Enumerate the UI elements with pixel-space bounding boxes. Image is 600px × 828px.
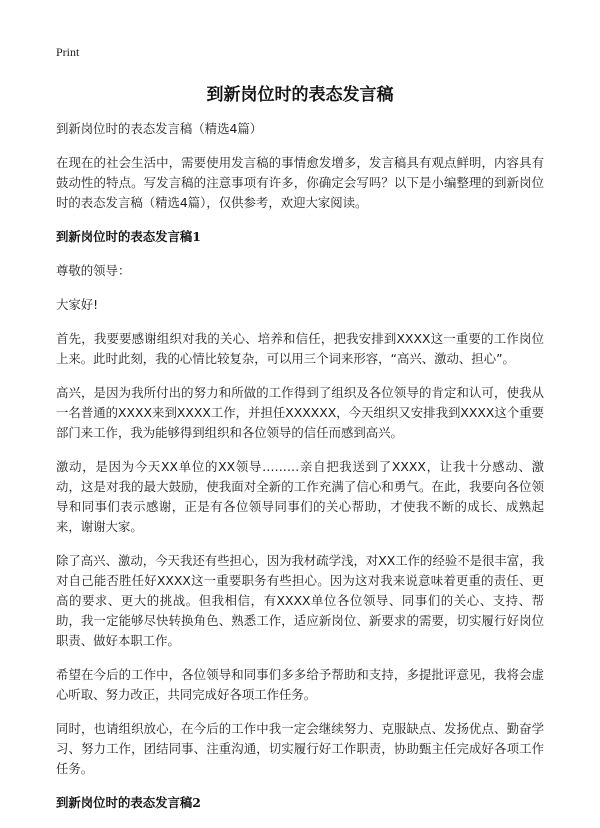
section-heading-1: 到新岗位时的表态发言稿1 [56, 229, 201, 244]
subtitle: 到新岗位时的表态发言稿（精选4篇） [56, 121, 263, 136]
intro-paragraph: 在现在的社会生活中，需要使用发言稿的事情愈发增多，发言稿具有观点鲜明，内容具有鼓动性的特点。写发言稿的注意事项有许多，你确定会写吗？以下是小编整理的到新岗位时的表态发言稿（精选4篇），仅供参考，欢迎大家阅读。 [56, 155, 544, 210]
body-paragraph-4: 除了高兴、激动，今天我还有些担心，因为我材疏学浅，对XX工作的经验不是很丰富，我对自己能否胜任好XXXX这一重要职务有些担心。因为这对我来说意味着更重的责任、更高的要求、更大的挑战。但我相信，有XXXX单位各位领导、同事们的关心、支持、帮助，我一定能够尽快转换角色、熟悉工作，适应新岗位、新要求的需要，切实履行好岗位职责、做好本职工作。 [56, 553, 544, 648]
body-paragraph-5: 希望在今后的工作中，各位领导和同事们多多给予帮助和支持，多提批评意见，我将会虚心听取、努力改正，共同完成好各项工作任务。 [56, 667, 544, 702]
document-body [56, 119, 544, 827]
body-paragraph-1: 首先，我要要感谢组织对我的关心、培养和信任，把我安排到XXXX这一重要的工作岗位上来。此时此刻，我的心情比较复杂，可以用三个词来形容，“高兴、激动、担心”。 [56, 331, 544, 366]
print-link[interactable]: Print [56, 45, 80, 59]
greeting: 尊敬的领导： [56, 263, 131, 278]
body-paragraph-6: 同时，也请组织放心，在今后的工作中我一定会继续努力、克服缺点、发扬优点、勤奋学习、努力工作，团结同事、注重沟通，切实履行好工作职责，协助甄主任完成好各项工作任务。 [56, 721, 544, 776]
salutation: 大家好! [56, 297, 99, 312]
section-heading-2: 到新岗位时的表态发言稿2 [56, 795, 201, 810]
body-paragraph-3: 激动，是因为今天XX单位的XX领导………亲自把我送到了XXXX，让我十分感动、激动，这是对我的最大鼓励，使我面对全新的工作充满了信心和勇气。在此，我要向各位领导和同事们表示感谢，正是有各位领导同事们的关心帮助，才使我不断的成长、成熟起来，谢谢大家。 [56, 459, 544, 534]
body-paragraph-2: 高兴，是因为我所付出的努力和所做的工作得到了组织及各位领导的肯定和认可，使我从一名普通的XXXX来到XXXX工作，并担任XXXXXX，今天组织又安排我到XXXX这个重要部门来工作，我为能够得到组织和各位领导的信任而感到高兴。 [56, 385, 544, 440]
document-title: 到新岗位时的表态发言稿 [206, 85, 394, 105]
